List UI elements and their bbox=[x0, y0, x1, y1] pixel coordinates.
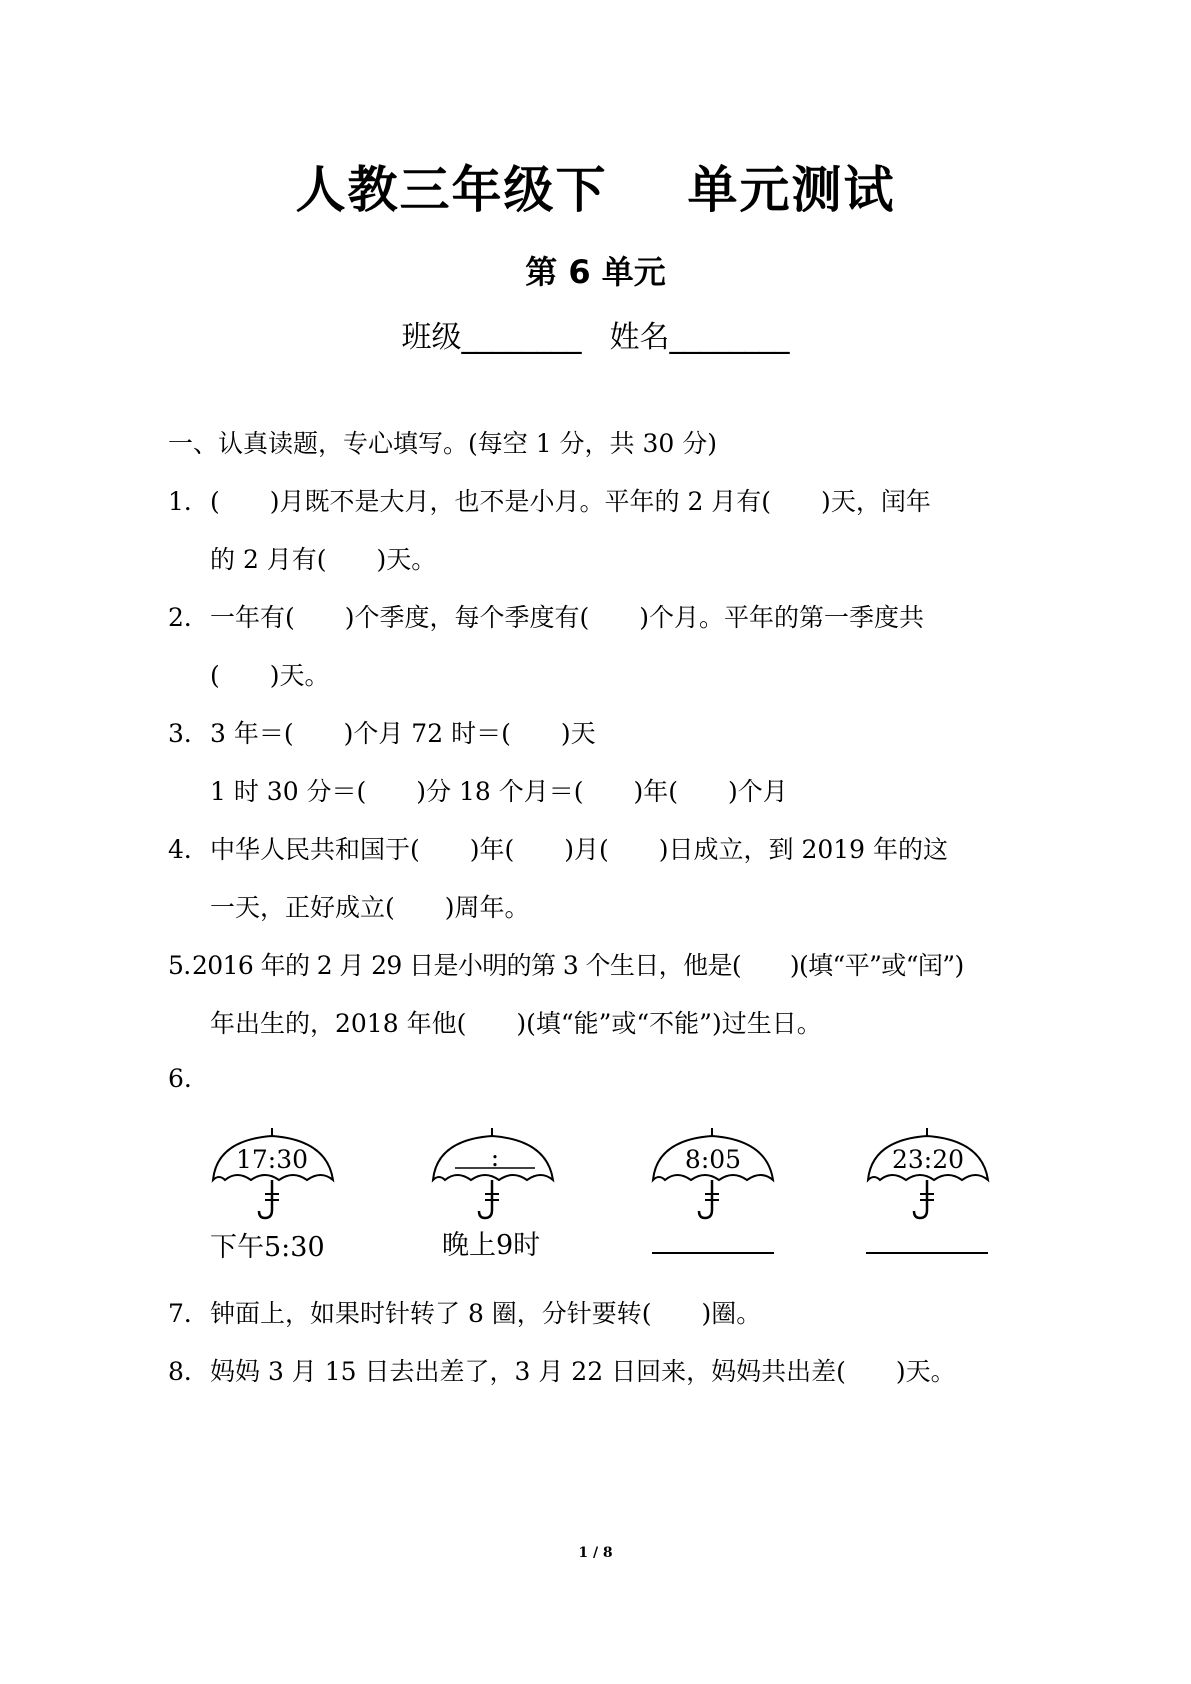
umbrella-label: 晚上9时 bbox=[442, 1230, 541, 1261]
question-number: 4． bbox=[168, 835, 209, 864]
umbrella-answer-blank[interactable] bbox=[652, 1252, 774, 1254]
question-8 bbox=[168, 1352, 956, 1388]
title-right: 单元测试 bbox=[687, 161, 896, 219]
name-field[interactable]: 姓名________ bbox=[609, 320, 790, 355]
question-3 bbox=[168, 714, 596, 750]
student-info-line bbox=[0, 312, 1191, 356]
umbrella-label: 下午5:30 bbox=[210, 1232, 325, 1263]
question-number: 7． bbox=[168, 1299, 209, 1328]
umbrella-time: 17:30 bbox=[235, 1145, 309, 1174]
umbrella-time: 23:20 bbox=[891, 1145, 965, 1174]
question-number: 6. bbox=[168, 1064, 192, 1093]
umbrella-2 bbox=[425, 1122, 565, 1222]
question-1-line-2: 的 2 月有( )天。 bbox=[210, 545, 437, 574]
umbrella-answer-blank[interactable] bbox=[866, 1252, 988, 1254]
question-5-line-2: 年出生的，2018 年他( )(填“能”或“不能”)过生日。 bbox=[210, 1009, 822, 1038]
umbrella-4 bbox=[860, 1122, 1000, 1222]
question-7 bbox=[168, 1294, 761, 1330]
umbrella-icon bbox=[645, 1122, 785, 1222]
question-number: 3． bbox=[168, 719, 209, 748]
umbrella-icon bbox=[425, 1122, 565, 1222]
question-line: 妈妈 3 月 15 日去出差了，3 月 22 日回来，妈妈共出差( )天。 bbox=[210, 1357, 956, 1386]
question-2-line-2: ( )天。 bbox=[210, 661, 330, 690]
umbrella-time: : bbox=[490, 1143, 500, 1172]
umbrella-3 bbox=[645, 1122, 785, 1222]
question-line: ( )月既不是大月，也不是小月。平年的 2 月有( )天，闰年 bbox=[210, 487, 931, 516]
page-number: 1 / 8 bbox=[578, 1545, 613, 1561]
unit-subtitle: 第 6 单元 bbox=[525, 253, 666, 291]
umbrella-time: 8:05 bbox=[684, 1145, 742, 1174]
umbrella-1 bbox=[205, 1122, 345, 1222]
question-line: 2016 年的 2 月 29 日是小明的第 3 个生日，他是( )(填“平”或“闰”) bbox=[192, 951, 964, 980]
question-4-line-2: 一天，正好成立( )周年。 bbox=[210, 893, 530, 922]
question-5 bbox=[168, 946, 964, 982]
question-number: 8． bbox=[168, 1357, 209, 1386]
question-4 bbox=[168, 830, 948, 866]
class-field[interactable]: 班级________ bbox=[401, 320, 582, 355]
question-line: 中华人民共和国于( )年( )月( )日成立，到 2019 年的这 bbox=[210, 835, 949, 864]
question-line: 3 年＝( )个月 72 时＝( )天 bbox=[210, 719, 596, 748]
umbrella-icon bbox=[860, 1122, 1000, 1222]
title-left: 人教三年级下 bbox=[295, 161, 608, 219]
question-6 bbox=[168, 1064, 210, 1093]
question-3-line-2: 1 时 30 分＝( )分 18 个月＝( )年( )个月 bbox=[210, 777, 788, 806]
question-number: 1． bbox=[168, 487, 209, 516]
question-line: 钟面上，如果时针转了 8 圈，分针要转( )圈。 bbox=[210, 1299, 762, 1328]
page-title bbox=[0, 150, 1191, 222]
umbrella-icon bbox=[205, 1122, 345, 1222]
question-line: 一年有( )个季度，每个季度有( )个月。平年的第一季度共 bbox=[210, 603, 925, 632]
question-number: 2． bbox=[168, 603, 209, 632]
question-number: 5. bbox=[168, 951, 191, 980]
question-1 bbox=[168, 482, 931, 518]
question-2 bbox=[168, 598, 924, 634]
section-heading: 一、认真读题，专心填写。(每空 1 分，共 30 分) bbox=[168, 429, 718, 458]
